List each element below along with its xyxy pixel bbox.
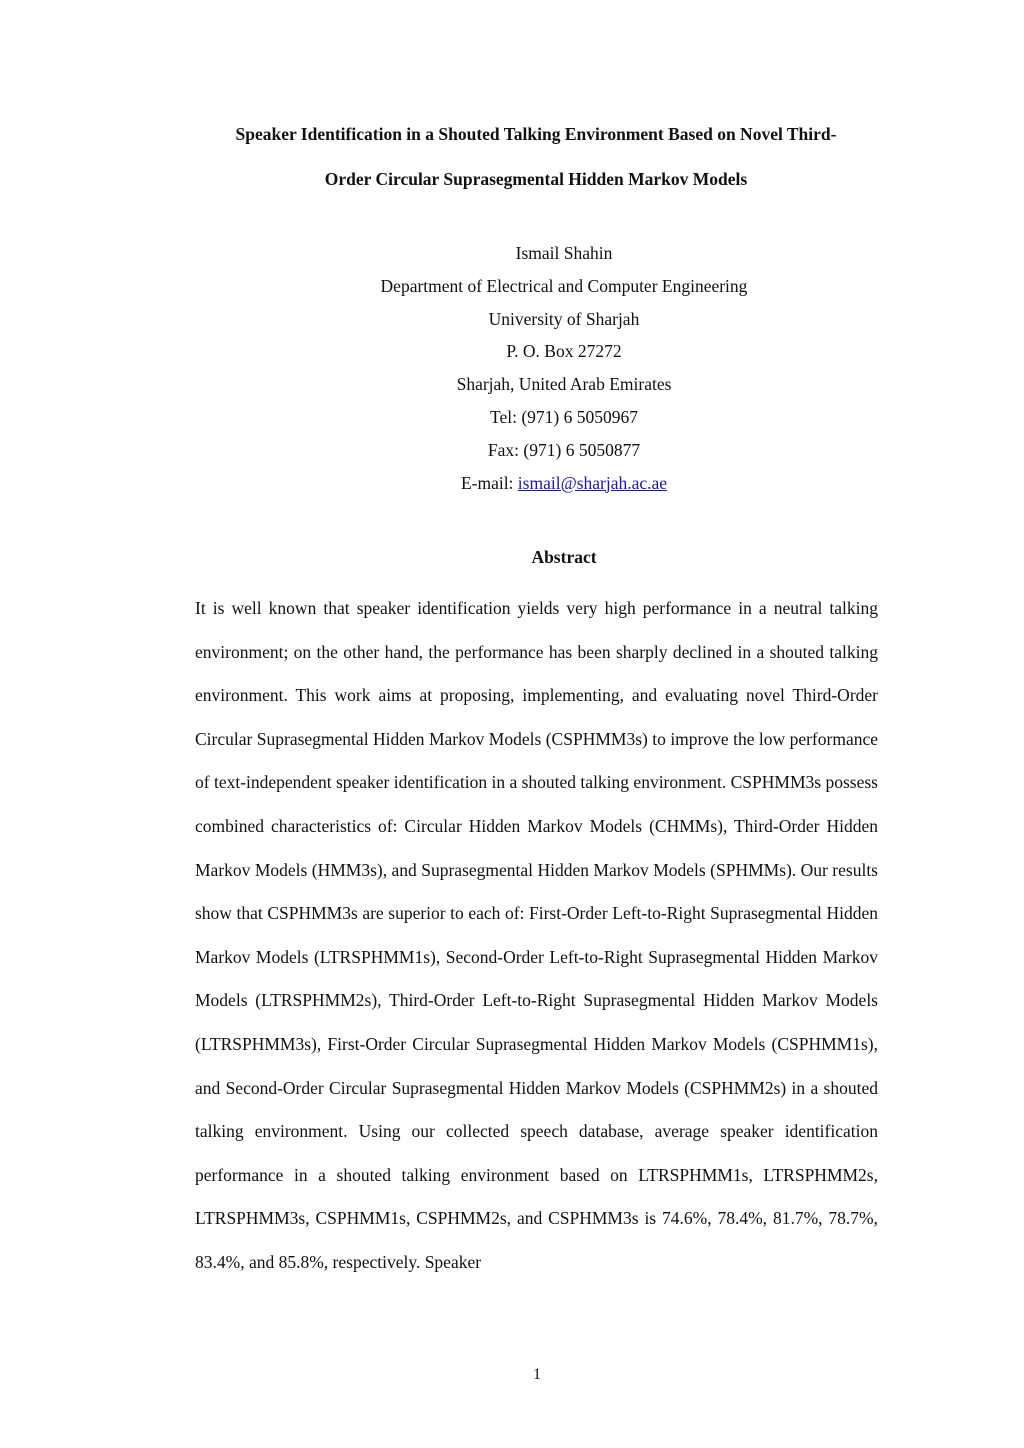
email-link[interactable]: ismail@sharjah.ac.ae <box>517 472 668 493</box>
paper-title-line-1: Speaker Identification in a Shouted Talking Environment Based on Novel Third- <box>235 124 837 144</box>
abstract-heading: Abstract <box>531 547 597 567</box>
author-fax: Fax: (971) 6 5050877 <box>487 439 641 460</box>
email-label: E-mail: <box>460 472 518 493</box>
abstract-text: It is well known that speaker identification yields very high performance in a neutral talking environment; on the other hand, the performance has been sharply declined in a shouted talking environment. This work aims at proposing, implementing, and evaluating novel Third-Order Circular Suprasegmental Hidden Markov Models (CSPHMM3s) to improve the low performance of text-independent speaker identification in a shouted talking environment. CSPHMM3s possess combined characteristics of: Circular Hidden Markov Models (CHMMs), Third-Order Hidden Markov Models (HMM3s), and Suprasegmental Hidden Markov Models (SPHMMs). Our results show that CSPHMM3s are superior to each of: First-Order Left-to-Right Suprasegmental Hidden Markov Models (LTRSPHMM1s), Second-Order Left-to-Right Suprasegmental Hidden Markov Models (LTRSPHMM2s), Third-Order Left-to-Right Suprasegmental Hidden Markov Models (LTRSPHMM3s), First-Order Circular Suprasegmental Hidden Markov Models (CSPHMM1s), and Second-Order Circular Suprasegmental Hidden Markov Models (CSPHMM2s) in a shouted talking environment. Using our collected speech database, average speaker identification performance in a shouted talking environment based on LTRSPHMM1s, LTRSPHMM2s, LTRSPHMM3s, CSPHMM1s, CSPHMM2s, and CSPHMM3s is 74.6%, 78.4%, 81.7%, 78.7%, 83.4%, and 85.8%, respectively. Speaker <box>195 598 878 1272</box>
author-po-box: P. O. Box 27272 <box>506 341 622 362</box>
author-tel: Tel: (971) 6 5050967 <box>490 406 638 427</box>
author-email-line <box>0 470 1024 503</box>
author-block <box>0 240 1024 502</box>
author-department: Department of Electrical and Computer Engineering <box>380 275 748 296</box>
author-university: University of Sharjah <box>488 308 640 329</box>
page-number: 1 <box>533 1366 541 1383</box>
author-city: Sharjah, United Arab Emirates <box>456 374 672 395</box>
paper-title-line-2: Order Circular Suprasegmental Hidden Markov Models <box>324 169 748 189</box>
author-name: Ismail Shahin <box>515 243 613 263</box>
